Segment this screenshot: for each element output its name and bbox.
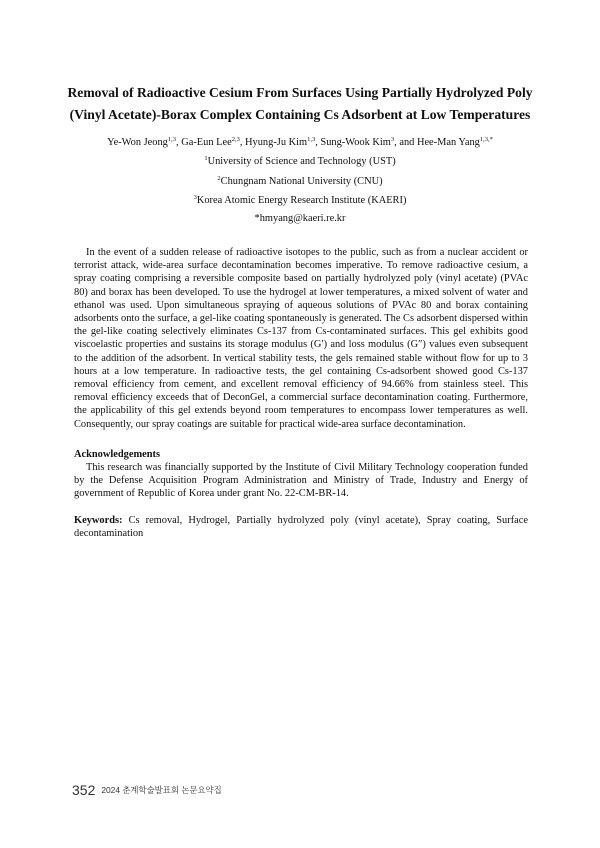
affiliation-1-sup: 1 (204, 155, 208, 162)
footer-proceedings-title: 2024 춘계학술발표회 논문요약집 (101, 784, 222, 795)
author-separator: , (315, 137, 321, 148)
author-name: Sung-Wook Kim (320, 137, 391, 148)
affiliation-3-name: Korea Atomic Energy Research Institute (KAERI) (196, 195, 407, 206)
affiliation-2-name: Chungnam National University (CNU) (220, 176, 383, 187)
paper-title (62, 82, 538, 126)
author-name: Hee-Man Yang (416, 137, 480, 148)
keywords-label: Keywords: (74, 515, 123, 526)
keywords-paragraph (74, 514, 528, 540)
abstract-text: In the event of a sudden release of radioactive isotopes to the public, such as from a nuclear accident or terrorist attack, wide-area surface decontamination becomes imperative. To remove radioactive cesium, a spray coating comprising a reversible composite based on partially hydrolyzed poly (vinyl acetate) (PVAc 80) and borax has been developed. To use the hydrogel at lower temperatures, a mixed solvent of water and ethanol was used. Upon simultaneous spraying of aqueous solutions of PVAc 80 and borax containing adsorbents onto the surface, a gel-like coating spontaneously is generated. The Cs adsorbent dispersed within the gel-like coating selectively eliminates Cs-137 from Cs-contaminated surfaces. This gel exhibits good viscoelastic properties and sustains its storage modulus (G′) and loss modulus (G″) values even subsequent to the addition of the adsorbent. In vertical stability tests, the gels remained stable without flow for up to 3 hours at a low temperature. In radioactive tests, the gel containing Cs-adsorbent showed good Cs-137 removal efficiency from cement, and excellent removal efficiency of 94.66% from stainless steel. This removal efficiency exceeds that of DeconGel, a commercial surface decontamination coating. Furthermore, the applicability of this gel extends beyond room temperatures to encompass lower temperatures as well. Consequently, our spray coatings are suitable for practical wide-area surface decontamination. (74, 247, 528, 430)
author-affiliation-sup: 1,3,* (479, 136, 493, 143)
keywords-text: Cs removal, Hydrogel, Partially hydrolyzed poly (vinyl acetate), Spray coating, Surface decontamination (74, 515, 528, 540)
affiliation-1-name: University of Science and Technology (UST) (207, 156, 396, 167)
affiliation-2 (40, 175, 560, 189)
page-footer (72, 781, 222, 797)
author-affiliation-sup: 2,3 (231, 136, 240, 143)
author-name: Hyung-Ju Kim (245, 137, 308, 148)
page-number: 352 (72, 781, 96, 798)
corresponding-email: *hmyang@kaeri.re.kr (254, 213, 346, 224)
author-name: Ga-Eun Lee (181, 137, 232, 148)
acknowledgements-heading: Acknowledgements (74, 449, 161, 460)
author-separator: , and (394, 137, 417, 148)
author-affiliation-sup: 3 (390, 136, 395, 143)
title-line-1: Removal of Radioactive Cesium From Surfaces Using Partially Hydrolyzed Poly (67, 85, 533, 100)
acknowledgements-text: This research was financially supported by the Institute of Civil Military Technology cooperation funded by the Defense Acquisition Program Administration and Ministry of Trade, Industry and Energy of government of Republic of Korea under grant No. 22-CM-BR-14. (74, 462, 528, 500)
affiliation-3 (40, 194, 560, 208)
affiliation-2-sup: 2 (217, 175, 221, 182)
affiliation-1 (40, 155, 560, 169)
title-line-2: (Vinyl Acetate)-Borax Complex Containing Cs Adsorbent at Low Temperatures (69, 107, 531, 122)
author-affiliation-sup: 1,3 (307, 136, 316, 143)
author-affiliation-sup: 1,3 (167, 136, 177, 143)
author-separator: , (239, 137, 246, 148)
author-name: Ye-Won Jeong (107, 137, 168, 148)
author-list (40, 136, 560, 150)
author-separator: , (176, 137, 182, 148)
affiliation-3-sup: 3 (193, 194, 197, 201)
